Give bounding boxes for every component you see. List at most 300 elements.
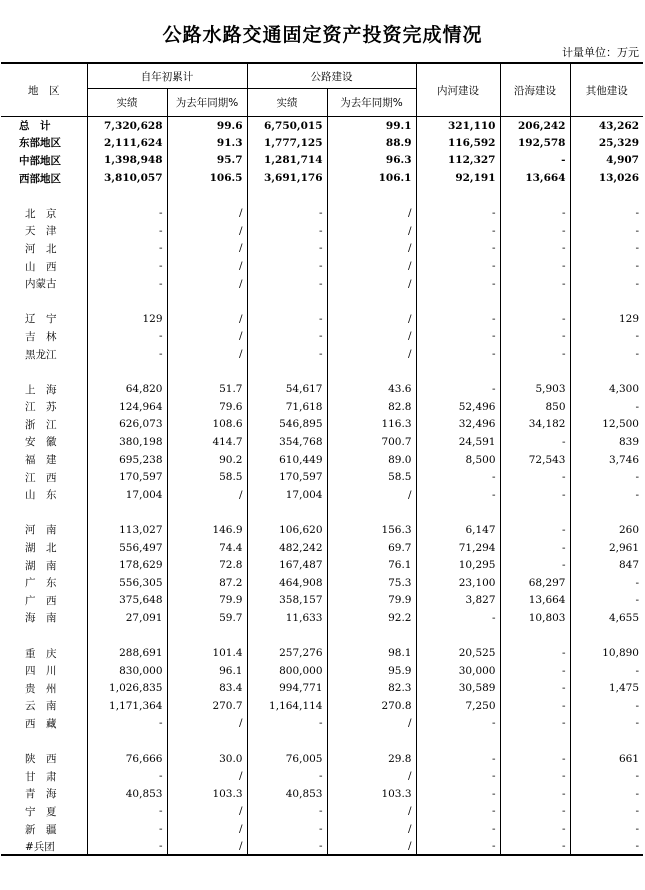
table-row — [1, 310, 643, 328]
value-cell: 101.4 — [167, 644, 247, 662]
value-cell: 10,803 — [500, 609, 570, 627]
page-title: 公路水路交通固定资产投资完成情况 — [162, 24, 483, 46]
spacer-cell — [416, 627, 500, 645]
table-row — [1, 556, 643, 574]
value-cell: - — [416, 715, 500, 733]
value-cell: 260 — [570, 521, 643, 539]
value-cell: 90.2 — [167, 451, 247, 469]
value-cell: 116.3 — [327, 416, 416, 434]
value-cell: - — [247, 767, 327, 785]
value-cell: 167,487 — [247, 556, 327, 574]
value-cell: - — [416, 275, 500, 293]
value-cell: 64,820 — [87, 380, 167, 398]
value-cell: 92,191 — [416, 169, 500, 187]
value-cell: - — [416, 240, 500, 258]
value-cell: - — [570, 204, 643, 222]
value-cell: - — [247, 275, 327, 293]
value-cell: - — [87, 204, 167, 222]
value-cell: / — [167, 204, 247, 222]
value-cell: 556,305 — [87, 574, 167, 592]
table-row — [1, 257, 643, 275]
table-row — [1, 539, 643, 557]
value-cell: - — [500, 680, 570, 698]
value-cell: / — [327, 257, 416, 275]
value-cell: 71,618 — [247, 398, 327, 416]
spacer-cell — [327, 732, 416, 750]
spacer-cell — [327, 292, 416, 310]
value-cell: - — [416, 767, 500, 785]
spacer-cell — [416, 363, 500, 381]
value-cell: - — [247, 310, 327, 328]
header-inland: 内河建设 — [416, 63, 500, 117]
value-cell: 482,242 — [247, 539, 327, 557]
spacer-cell — [1, 363, 87, 381]
region-name: 河 南 — [25, 524, 57, 537]
table-row — [1, 750, 643, 768]
value-cell: 83.4 — [167, 680, 247, 698]
value-cell: - — [416, 838, 500, 856]
spacer-cell — [500, 363, 570, 381]
value-cell: - — [87, 240, 167, 258]
value-cell: - — [500, 697, 570, 715]
value-cell: 129 — [87, 310, 167, 328]
table-row — [1, 433, 643, 451]
value-cell: 43,262 — [570, 117, 643, 135]
value-cell: 82.8 — [327, 398, 416, 416]
value-cell: 13,664 — [500, 169, 570, 187]
region-name: 江 苏 — [25, 401, 57, 414]
region-name: 四 川 — [25, 665, 57, 678]
value-cell: - — [500, 222, 570, 240]
value-cell: 354,768 — [247, 433, 327, 451]
value-cell: - — [87, 715, 167, 733]
value-cell: - — [500, 715, 570, 733]
value-cell: 4,907 — [570, 152, 643, 170]
value-cell: 99.1 — [327, 117, 416, 135]
value-cell: / — [327, 820, 416, 838]
header-highway-actual: 实绩 — [247, 89, 327, 117]
spacer-cell — [1, 504, 87, 522]
value-cell: 58.5 — [327, 468, 416, 486]
value-cell: 10,295 — [416, 556, 500, 574]
table-row — [1, 398, 643, 416]
table-row — [1, 574, 643, 592]
value-cell: - — [500, 468, 570, 486]
value-cell: / — [327, 328, 416, 346]
region-name: 甘 肃 — [25, 770, 57, 783]
value-cell: 12,500 — [570, 416, 643, 434]
value-cell: 10,890 — [570, 644, 643, 662]
value-cell: - — [87, 328, 167, 346]
region-name: 安 徽 — [25, 436, 57, 449]
value-cell: 1,026,835 — [87, 680, 167, 698]
table-row — [1, 767, 643, 785]
spacer-cell — [570, 292, 643, 310]
value-cell: 1,475 — [570, 680, 643, 698]
value-cell: - — [87, 222, 167, 240]
table-row — [1, 451, 643, 469]
value-cell: 95.7 — [167, 152, 247, 170]
region-name: 云 南 — [25, 700, 57, 713]
value-cell: 1,398,948 — [87, 152, 167, 170]
region-name: 浙 江 — [25, 418, 57, 431]
spacer-cell — [570, 504, 643, 522]
value-cell: 29.8 — [327, 750, 416, 768]
value-cell: - — [416, 803, 500, 821]
spacer-cell — [247, 187, 327, 205]
value-cell: 4,655 — [570, 609, 643, 627]
value-cell: - — [416, 204, 500, 222]
value-cell: - — [500, 152, 570, 170]
value-cell: / — [327, 222, 416, 240]
value-cell: / — [327, 345, 416, 363]
region-name: 天 津 — [25, 225, 57, 238]
value-cell: / — [167, 222, 247, 240]
spacer-row — [1, 732, 643, 750]
region-name: 上 海 — [25, 383, 57, 396]
table-row — [1, 785, 643, 803]
value-cell: / — [167, 820, 247, 838]
region-name: 福 建 — [25, 454, 57, 467]
spacer-cell — [570, 187, 643, 205]
region-name: 中部地区 — [19, 154, 61, 167]
region-name: 宁 夏 — [25, 805, 57, 818]
value-cell: - — [570, 715, 643, 733]
value-cell: / — [167, 310, 247, 328]
region-name: 海 南 — [25, 612, 57, 625]
table-body — [1, 117, 643, 856]
table-row — [1, 468, 643, 486]
value-cell: - — [87, 820, 167, 838]
value-cell: / — [327, 838, 416, 856]
summary-row — [1, 152, 643, 170]
header-ytd-actual: 实绩 — [87, 89, 167, 117]
value-cell: - — [570, 838, 643, 856]
value-cell: / — [167, 345, 247, 363]
value-cell: - — [500, 486, 570, 504]
value-cell: - — [247, 345, 327, 363]
spacer-cell — [500, 732, 570, 750]
spacer-row — [1, 292, 643, 310]
value-cell: 358,157 — [247, 592, 327, 610]
spacer-cell — [327, 504, 416, 522]
value-cell: 92.2 — [327, 609, 416, 627]
value-cell: 30.0 — [167, 750, 247, 768]
value-cell: 72,543 — [500, 451, 570, 469]
value-cell: 79.6 — [167, 398, 247, 416]
value-cell: - — [87, 275, 167, 293]
header-highway-pct: 为去年同期% — [327, 89, 416, 117]
value-cell: 54,617 — [247, 380, 327, 398]
value-cell: / — [327, 715, 416, 733]
value-cell: 2,961 — [570, 539, 643, 557]
table-row — [1, 204, 643, 222]
value-cell: - — [247, 240, 327, 258]
value-cell: / — [167, 767, 247, 785]
value-cell: - — [500, 838, 570, 856]
value-cell: 2,111,624 — [87, 134, 167, 152]
value-cell: 661 — [570, 750, 643, 768]
region-name: 广 西 — [25, 594, 57, 607]
value-cell: - — [570, 820, 643, 838]
spacer-cell — [416, 732, 500, 750]
value-cell: - — [500, 275, 570, 293]
value-cell: 98.1 — [327, 644, 416, 662]
value-cell: - — [247, 838, 327, 856]
spacer-cell — [327, 187, 416, 205]
summary-row — [1, 134, 643, 152]
region-name: 湖 南 — [25, 559, 57, 572]
value-cell: 76.1 — [327, 556, 416, 574]
spacer-row — [1, 363, 643, 381]
value-cell: 72.8 — [167, 556, 247, 574]
value-cell: 156.3 — [327, 521, 416, 539]
value-cell: 113,027 — [87, 521, 167, 539]
value-cell: 32,496 — [416, 416, 500, 434]
value-cell: 556,497 — [87, 539, 167, 557]
value-cell: 27,091 — [87, 609, 167, 627]
value-cell: 13,026 — [570, 169, 643, 187]
spacer-cell — [1, 732, 87, 750]
region-name: 广 东 — [25, 577, 57, 590]
region-name: 黑龙江 — [25, 348, 57, 361]
value-cell: - — [570, 785, 643, 803]
value-cell: 112,327 — [416, 152, 500, 170]
value-cell: 288,691 — [87, 644, 167, 662]
region-name: #兵团 — [25, 840, 55, 853]
value-cell: - — [87, 803, 167, 821]
spacer-cell — [247, 627, 327, 645]
value-cell: 839 — [570, 433, 643, 451]
value-cell: 170,597 — [247, 468, 327, 486]
value-cell: 40,853 — [247, 785, 327, 803]
value-cell: 76,005 — [247, 750, 327, 768]
value-cell: - — [416, 609, 500, 627]
value-cell: 79.9 — [327, 592, 416, 610]
table-row — [1, 715, 643, 733]
region-name: 总 计 — [19, 120, 51, 133]
value-cell: - — [570, 574, 643, 592]
value-cell: 51.7 — [167, 380, 247, 398]
spacer-cell — [1, 627, 87, 645]
value-cell: - — [247, 715, 327, 733]
spacer-row — [1, 504, 643, 522]
header-other: 其他建设 — [570, 63, 643, 117]
value-cell: / — [167, 486, 247, 504]
value-cell: 17,004 — [87, 486, 167, 504]
value-cell: 108.6 — [167, 416, 247, 434]
region-name: 青 海 — [25, 788, 57, 801]
value-cell: 103.3 — [327, 785, 416, 803]
value-cell: 79.9 — [167, 592, 247, 610]
region-name: 河 北 — [25, 242, 57, 255]
spacer-cell — [167, 504, 247, 522]
value-cell: - — [570, 468, 643, 486]
value-cell: 170,597 — [87, 468, 167, 486]
value-cell: - — [570, 662, 643, 680]
value-cell: 1,164,114 — [247, 697, 327, 715]
value-cell: 7,320,628 — [87, 117, 167, 135]
value-cell: - — [500, 820, 570, 838]
value-cell: 43.6 — [327, 380, 416, 398]
value-cell: 695,238 — [87, 451, 167, 469]
value-cell: - — [500, 310, 570, 328]
value-cell: 25,329 — [570, 134, 643, 152]
value-cell: - — [570, 345, 643, 363]
value-cell: 800,000 — [247, 662, 327, 680]
spacer-cell — [416, 504, 500, 522]
spacer-cell — [500, 627, 570, 645]
value-cell: 68,297 — [500, 574, 570, 592]
table-row — [1, 345, 643, 363]
value-cell: 40,853 — [87, 785, 167, 803]
spacer-cell — [167, 627, 247, 645]
spacer-cell — [247, 363, 327, 381]
header-coastal: 沿海建设 — [500, 63, 570, 117]
value-cell: / — [167, 240, 247, 258]
value-cell: 24,591 — [416, 433, 500, 451]
value-cell: 850 — [500, 398, 570, 416]
value-cell: - — [500, 204, 570, 222]
value-cell: - — [570, 592, 643, 610]
value-cell: 89.0 — [327, 451, 416, 469]
spacer-cell — [416, 187, 500, 205]
value-cell: 30,000 — [416, 662, 500, 680]
value-cell: 74.4 — [167, 539, 247, 557]
value-cell: 106.1 — [327, 169, 416, 187]
value-cell: 546,895 — [247, 416, 327, 434]
table-row — [1, 275, 643, 293]
spacer-cell — [87, 187, 167, 205]
header-ytd-pct: 为去年同期% — [167, 89, 247, 117]
value-cell: / — [327, 310, 416, 328]
spacer-cell — [87, 504, 167, 522]
value-cell: 11,633 — [247, 609, 327, 627]
value-cell: 129 — [570, 310, 643, 328]
value-cell: - — [570, 240, 643, 258]
spacer-cell — [327, 363, 416, 381]
table-row — [1, 662, 643, 680]
value-cell: - — [87, 345, 167, 363]
value-cell: 1,171,364 — [87, 697, 167, 715]
spacer-row — [1, 627, 643, 645]
value-cell: 3,810,057 — [87, 169, 167, 187]
value-cell: - — [500, 539, 570, 557]
region-name: 内蒙古 — [25, 278, 57, 291]
value-cell: / — [327, 204, 416, 222]
region-name: 重 庆 — [25, 647, 57, 660]
value-cell: - — [500, 345, 570, 363]
value-cell: - — [570, 803, 643, 821]
value-cell: / — [327, 240, 416, 258]
value-cell: - — [570, 275, 643, 293]
investment-table — [1, 62, 643, 856]
table-row — [1, 328, 643, 346]
value-cell: - — [500, 257, 570, 275]
value-cell: - — [500, 785, 570, 803]
region-name: 东部地区 — [19, 137, 61, 150]
value-cell: 1,777,125 — [247, 134, 327, 152]
region-name: 北 京 — [25, 207, 57, 220]
value-cell: 610,449 — [247, 451, 327, 469]
value-cell: 87.2 — [167, 574, 247, 592]
value-cell: - — [416, 486, 500, 504]
value-cell: 146.9 — [167, 521, 247, 539]
value-cell: 6,147 — [416, 521, 500, 539]
value-cell: 7,250 — [416, 697, 500, 715]
table-row — [1, 240, 643, 258]
header-ytd: 自年初累计 — [87, 63, 247, 89]
spacer-cell — [167, 187, 247, 205]
value-cell: 58.5 — [167, 468, 247, 486]
value-cell: 257,276 — [247, 644, 327, 662]
value-cell: 116,592 — [416, 134, 500, 152]
spacer-cell — [1, 187, 87, 205]
table-row — [1, 380, 643, 398]
table-row — [1, 486, 643, 504]
unit-label: 计量单位：万元 — [562, 46, 639, 59]
value-cell: 13,664 — [500, 592, 570, 610]
value-cell: 91.3 — [167, 134, 247, 152]
spacer-cell — [500, 187, 570, 205]
value-cell: 99.6 — [167, 117, 247, 135]
value-cell: - — [500, 662, 570, 680]
value-cell: - — [416, 750, 500, 768]
value-cell: 103.3 — [167, 785, 247, 803]
value-cell: - — [570, 767, 643, 785]
value-cell: - — [87, 767, 167, 785]
value-cell: - — [500, 644, 570, 662]
table-row — [1, 680, 643, 698]
value-cell: 375,648 — [87, 592, 167, 610]
table-row — [1, 222, 643, 240]
value-cell: 3,746 — [570, 451, 643, 469]
spacer-cell — [87, 627, 167, 645]
value-cell: / — [327, 275, 416, 293]
table-row — [1, 416, 643, 434]
value-cell: / — [327, 803, 416, 821]
value-cell: - — [247, 204, 327, 222]
value-cell: 8,500 — [416, 451, 500, 469]
spacer-cell — [570, 732, 643, 750]
value-cell: / — [167, 803, 247, 821]
spacer-cell — [570, 627, 643, 645]
table-row — [1, 609, 643, 627]
value-cell: - — [570, 257, 643, 275]
value-cell: 30,589 — [416, 680, 500, 698]
value-cell: 20,525 — [416, 644, 500, 662]
value-cell: 380,198 — [87, 433, 167, 451]
value-cell: / — [327, 486, 416, 504]
spacer-cell — [247, 292, 327, 310]
value-cell: 96.3 — [327, 152, 416, 170]
value-cell: 5,903 — [500, 380, 570, 398]
value-cell: 88.9 — [327, 134, 416, 152]
value-cell: - — [570, 697, 643, 715]
value-cell: - — [416, 820, 500, 838]
spacer-cell — [500, 292, 570, 310]
value-cell: 34,182 — [500, 416, 570, 434]
spacer-cell — [247, 732, 327, 750]
value-cell: 106.5 — [167, 169, 247, 187]
value-cell: - — [500, 433, 570, 451]
value-cell: - — [500, 750, 570, 768]
value-cell: - — [500, 556, 570, 574]
value-cell: - — [500, 521, 570, 539]
value-cell: / — [167, 838, 247, 856]
value-cell: - — [247, 820, 327, 838]
value-cell: - — [416, 222, 500, 240]
